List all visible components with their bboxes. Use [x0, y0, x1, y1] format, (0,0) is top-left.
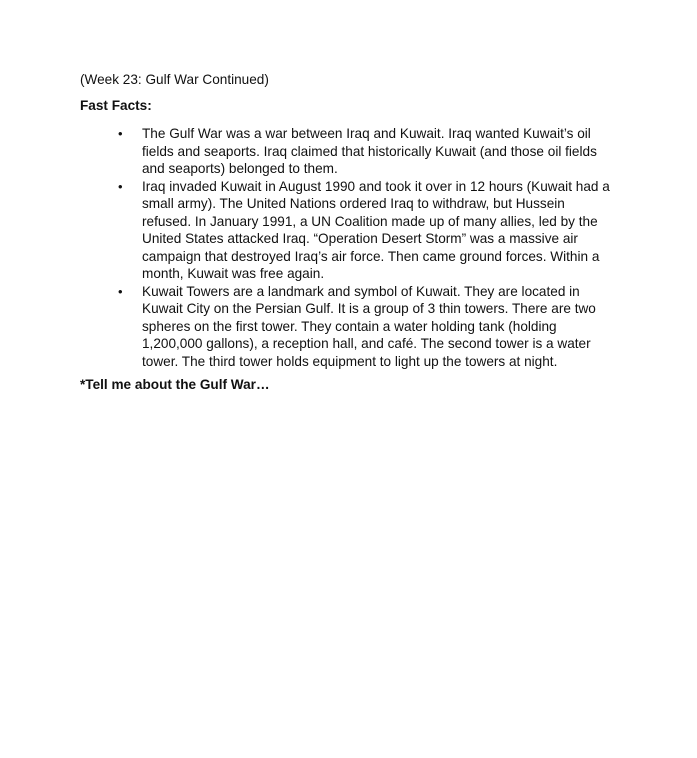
fast-facts-list	[118, 125, 618, 370]
bullet-icon: •	[118, 126, 123, 141]
bullet-icon: •	[118, 178, 123, 194]
fast-facts-heading: Fast Facts:	[80, 98, 152, 113]
fact-line: and seaports) belonged to them.	[142, 161, 338, 176]
fact-item-gulf-war	[118, 125, 618, 178]
fact-line: United States attacked Iraq. “Operation Desert Storm” was a massive air	[142, 231, 578, 246]
fact-line: campaign that destroyed Iraq’s air force. Then came ground forces. Within a	[142, 248, 600, 264]
fact-line: The Gulf War was a war between Iraq and Kuwait. Iraq wanted Kuwait’s oil	[142, 126, 591, 141]
fact-line: 1,200,000 gallons), a reception hall, and café. The second tower is a water	[142, 336, 591, 351]
fact-line: tower. The third tower holds equipment to light up the towers at night.	[142, 353, 558, 369]
fact-item-invasion	[118, 178, 618, 283]
fact-line: Iraq invaded Kuwait in August 1990 and took it over in 12 hours (Kuwait had a	[142, 178, 610, 194]
fact-line: month, Kuwait was free again.	[142, 266, 325, 281]
week-subtitle: (Week 23: Gulf War Continued)	[80, 72, 269, 87]
fact-line: fields and seaports. Iraq claimed that historically Kuwait (and those oil fields	[142, 143, 597, 159]
fact-item-kuwait-towers	[118, 283, 618, 371]
fact-line: spheres on the first tower. They contain a water holding tank (holding	[142, 318, 557, 334]
fact-line: small army). The United Nations ordered Iraq to withdraw, but Hussein	[142, 196, 565, 211]
writing-prompt: *Tell me about the Gulf War…	[80, 377, 270, 392]
fact-line: Kuwait Towers are a landmark and symbol of Kuwait. They are located in	[142, 283, 580, 299]
bullet-icon: •	[118, 283, 123, 299]
fact-line: Kuwait City on the Persian Gulf. It is a group of 3 thin towers. There are two	[142, 301, 596, 316]
fact-line: refused. In January 1991, a UN Coalition made up of many allies, led by the	[142, 213, 598, 229]
